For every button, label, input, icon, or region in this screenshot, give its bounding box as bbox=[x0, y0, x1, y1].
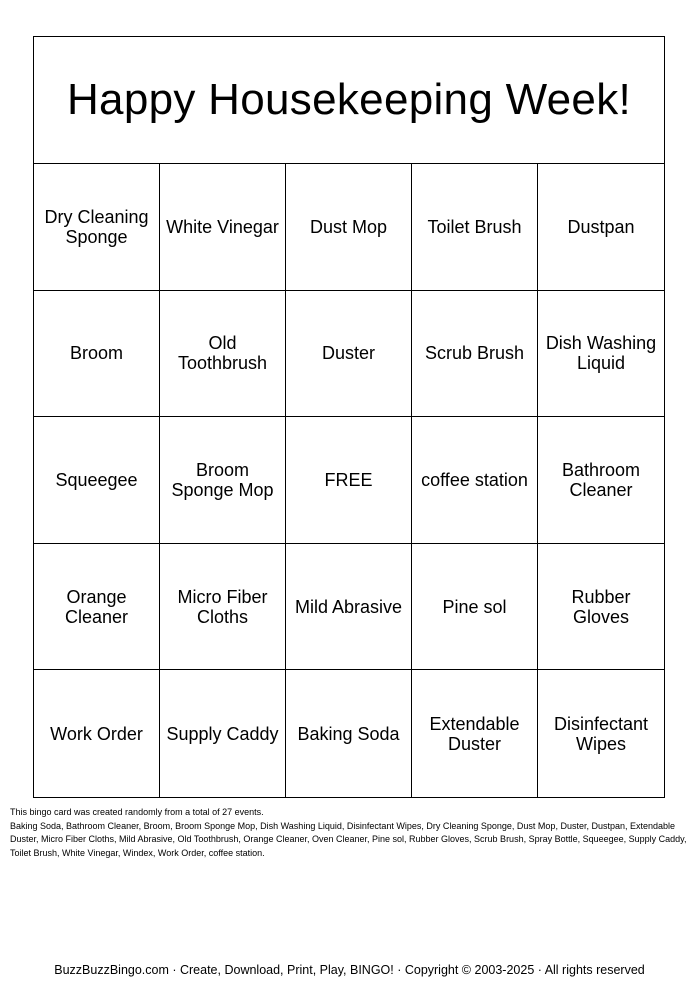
bingo-card bbox=[33, 36, 665, 798]
bingo-cell: Old Toothbrush bbox=[160, 291, 286, 418]
card-title: Happy Housekeeping Week! bbox=[66, 75, 632, 124]
bingo-grid bbox=[34, 164, 664, 797]
site-footer: BuzzBuzzBingo.com · Create, Download, Print, Play, BINGO! · Copyright © 2003-2025 · All rights reserved bbox=[54, 963, 645, 977]
bingo-cell: Orange Cleaner bbox=[34, 544, 160, 671]
bingo-cell: Dish Washing Liquid bbox=[538, 291, 664, 418]
bingo-cell: White Vinegar bbox=[160, 164, 286, 291]
bingo-cell: Dust Mop bbox=[286, 164, 412, 291]
bingo-cell: Baking Soda bbox=[286, 670, 412, 797]
info-intro: This bingo card was created randomly from a total of 27 events. bbox=[10, 807, 264, 817]
bingo-cell: Pine sol bbox=[412, 544, 538, 671]
bingo-cell: Work Order bbox=[34, 670, 160, 797]
bingo-cell: Squeegee bbox=[34, 417, 160, 544]
bingo-cell: coffee station bbox=[412, 417, 538, 544]
bingo-cell: Micro Fiber Cloths bbox=[160, 544, 286, 671]
card-info bbox=[10, 806, 690, 860]
bingo-cell: Rubber Gloves bbox=[538, 544, 664, 671]
title-cell bbox=[34, 37, 664, 164]
bingo-cell: Disinfectant Wipes bbox=[553, 713, 649, 754]
info-event-list: Baking Soda, Bathroom Cleaner, Broom, Broom Sponge Mop, Dish Washing Liquid, Disinfectant Wipes, Dry Cleaning Sponge, Dust Mop, Duster, Dustpan, Extendable Duster, Micro Fiber Cloths, Mild Abrasive, Old Toothbrush, Orange Cleaner, Oven Cleaner, Pine sol, Rubber Gloves, Scrub Brush, Spray Bottle, Squeegee, Supply Caddy, Toilet Brush, White Vinegar, Windex, Work Order, coffee station. bbox=[10, 820, 687, 858]
bingo-cell: Toilet Brush bbox=[412, 164, 538, 291]
free-space-cell: FREE bbox=[286, 417, 412, 544]
bingo-cell: Supply Caddy bbox=[160, 670, 286, 797]
bingo-cell: Dry Cleaning Sponge bbox=[34, 164, 160, 291]
bingo-cell: Extendable Duster bbox=[412, 670, 538, 797]
bingo-cell: Duster bbox=[286, 291, 412, 418]
bingo-cell: Broom bbox=[34, 291, 160, 418]
bingo-cell: Mild Abrasive bbox=[286, 544, 412, 671]
bingo-cell: Broom Sponge Mop bbox=[160, 417, 286, 544]
bingo-cell: Dustpan bbox=[538, 164, 664, 291]
bingo-cell: Scrub Brush bbox=[412, 291, 538, 418]
bingo-cell: Bathroom Cleaner bbox=[538, 417, 664, 544]
